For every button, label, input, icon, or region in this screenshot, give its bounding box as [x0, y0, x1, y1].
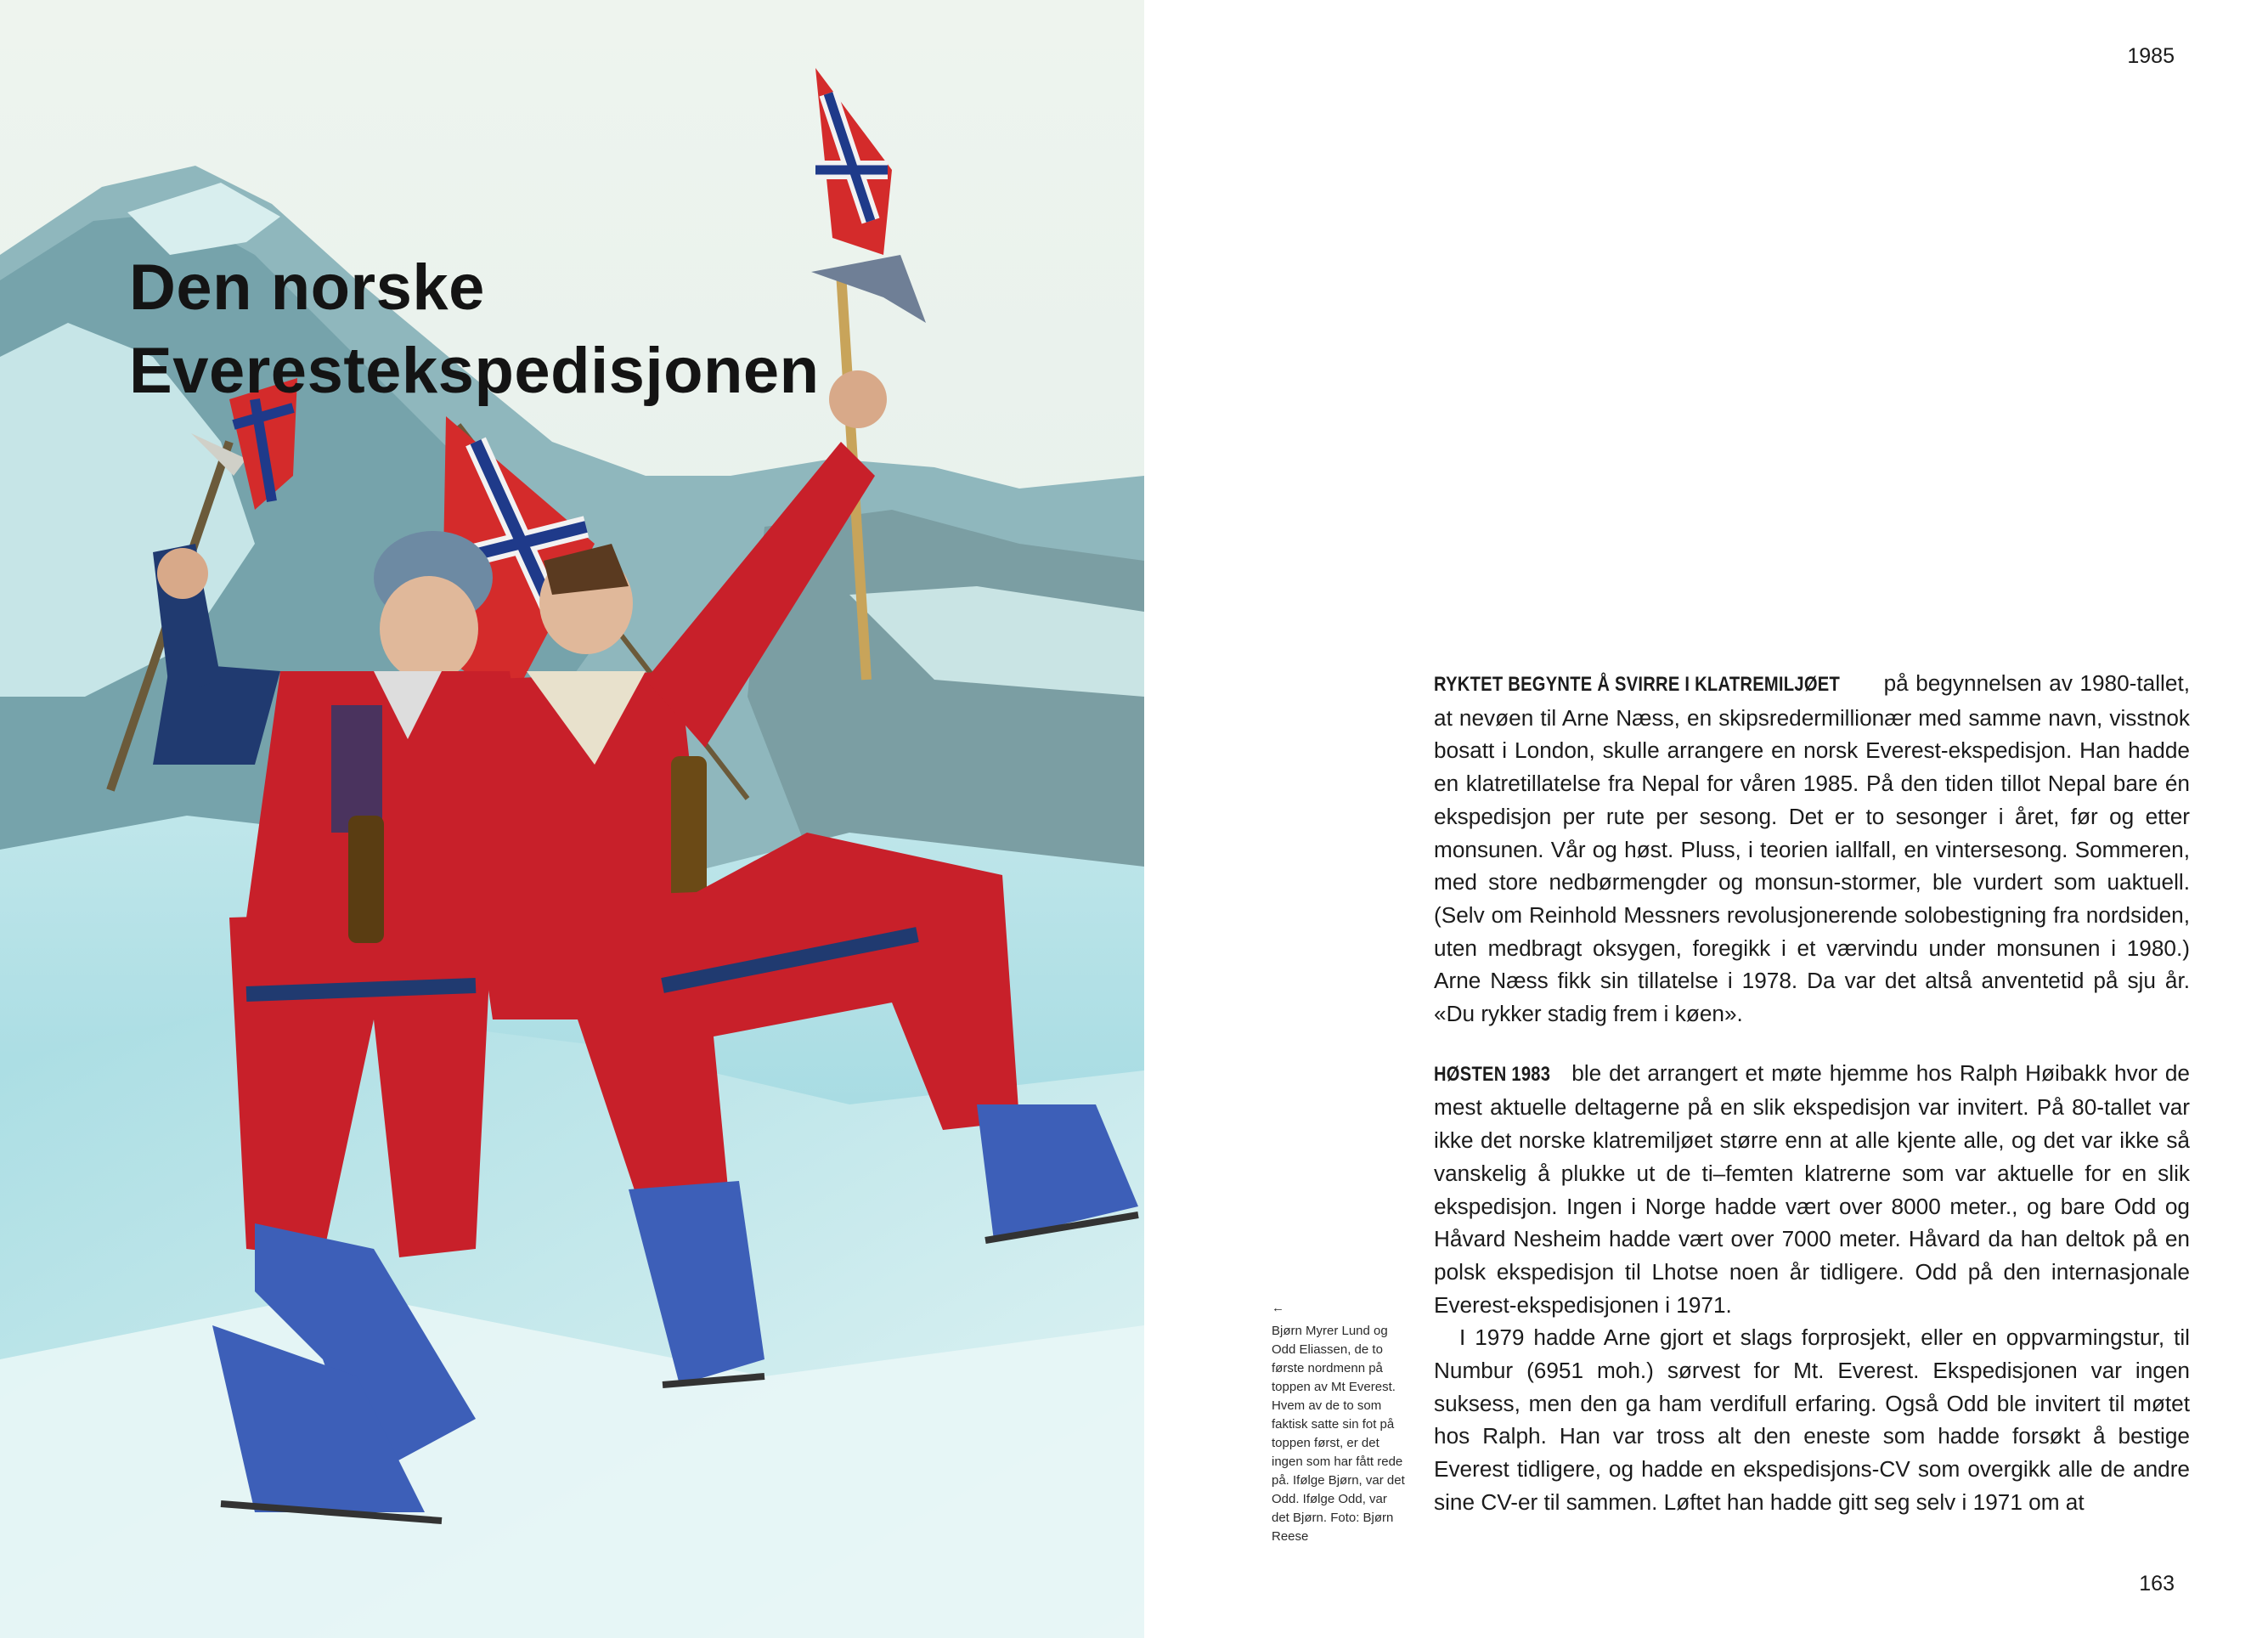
paragraph-3-text: I 1979 hadde Arne gjort et slags forprosjekt, eller en oppvarmingstur, til Numbur (6951 moh.) sørvest for Mt. Everest. Ekspedisjonen var ingen suksess, men den ga ham verdifull erfaring. Også Odd ble invitert til møtet hos Ralph. Han var tross alt den eneste som hadde forsøkt å bestige Everest tidligere, og hadde en ekspedisjons-CV som overgikk alle de andre sine CV-er til sammen. Løftet han hadde gitt seg selv i 1971 om at — [1434, 1325, 2190, 1515]
caption-text: Bjørn Myrer Lund og Odd Eliassen, de to første nordmenn på toppen av Mt Everest. Hvem av de to som faktisk satte sin fot på toppen først, er det ingen som har fått rede på. Ifølge Bjørn, var det Odd. Ifølge Odd, var det Bjørn. Foto: Bjørn Reese — [1272, 1324, 1405, 1544]
page-number: 163 — [2139, 1572, 2175, 1596]
paragraph-2-text: ble det arrangert et møte hjemme hos Ralph Høibakk hvor de mest aktuelle deltagerne på en slik ekspedisjon var invitert. På 80-tallet var ikke det norske klatremiljøet større enn at alle kjente alle, og det var ikke så vanskelig å plukke ut de ti–femten klatrerne som var aktuelle for en slik ekspedisjon. Ingen i Norge hadde vært over 8000 meter., og bare Odd og Håvard Nesheim hadde vært over 7000 meter. Håvard da han deltok på en polsk ekspedisjon til Lhotse noen år tidligere. Odd på den internasjonale Everest-ekspedisjonen i 1971. — [1434, 1059, 2190, 1318]
paragraph-1 — [1434, 667, 2190, 1031]
caption-arrow-icon: ← — [1272, 1301, 1284, 1315]
running-header-year: 1985 — [2127, 44, 2175, 68]
paragraph-3 — [1434, 1321, 2190, 1518]
body-text — [1434, 667, 2190, 1519]
chapter-title — [129, 246, 979, 413]
photo-caption — [1272, 1302, 1408, 1546]
paragraph-2 — [1434, 1057, 2190, 1322]
paragraph-1-lead: RYKTET BEGYNTE Å SVIRRE I KLATREMILJØET — [1434, 673, 1841, 696]
chapter-title-line-1: Den norske — [129, 251, 485, 324]
chapter-title-line-2: Everestekspedisjonen — [129, 335, 820, 407]
paragraph-2-lead: HØSTEN 1983 — [1434, 1062, 1551, 1086]
paragraph-1-text: på begynnelsen av 1980-tallet, at nevøen til Arne Næss, en skipsredermillionær med samme navn, visstnok bosatt i London, skulle arrangere en norsk Everest-ekspedisjon. Han hadde en klatretillatelse fra Nepal for våren 1985. På den tiden tillot Nepal bare én ekspedisjon per rute per sesong. Det er to sesonger i året, før og etter monsunen. Vår og høst. Pluss, i teorien iallfall, en vintersesong. Sommeren, med store nedbørmengder og monsun-stormer, ble vurdert som uaktuell. (Selv om Reinhold Messners revolusjonerende solobestigning fra nordsiden, uten medbragt oksygen, foregikk i et værvindu under monsunen i 1980.) Arne Næss fikk sin tillatelse i 1978. Da var det altså anventetid på sju år. «Du rykker stadig frem i køen». — [1434, 670, 2190, 1027]
